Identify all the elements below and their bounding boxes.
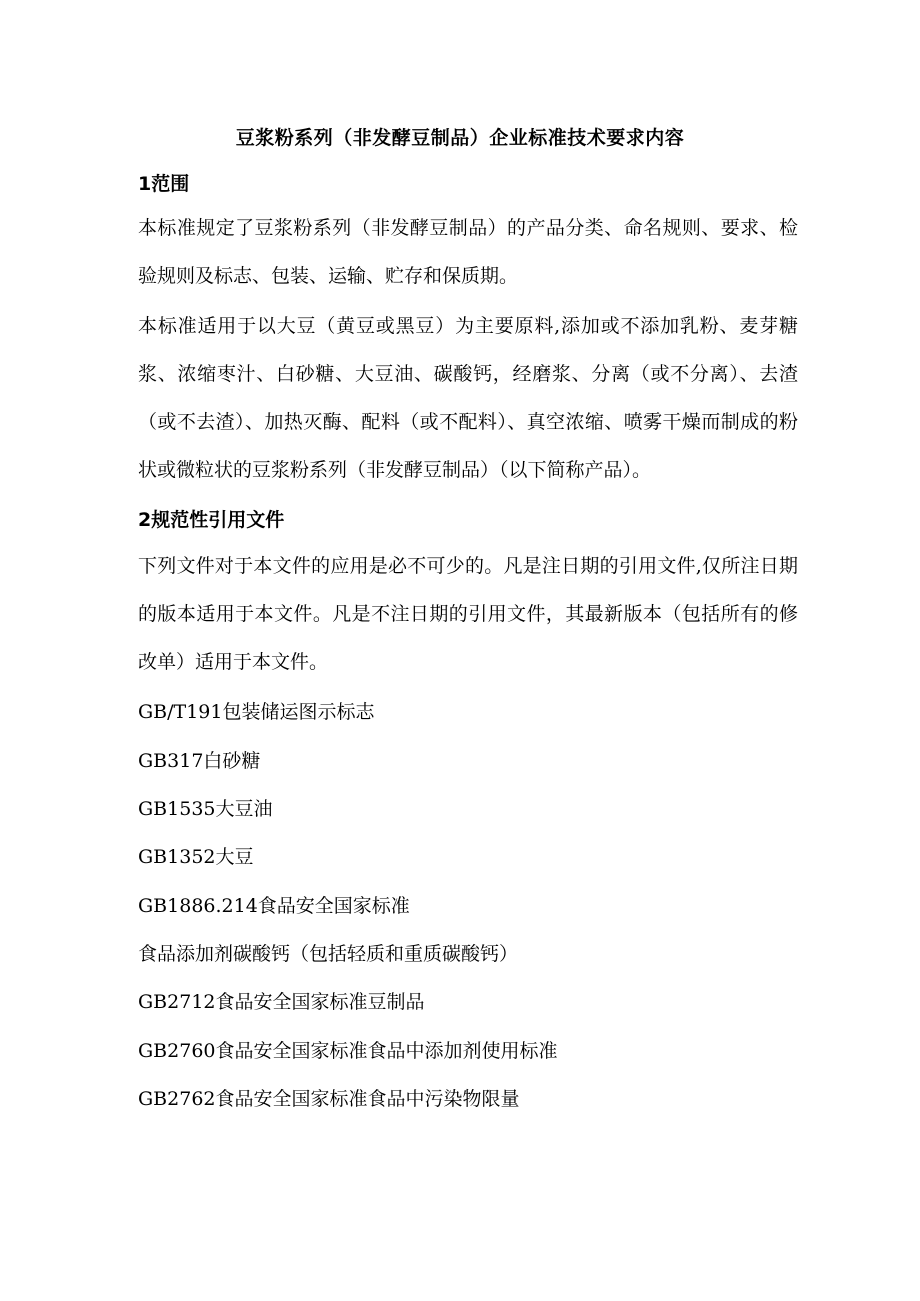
reference-item: GB2760食品安全国家标准食品中添加剂使用标准: [138, 1040, 558, 1062]
reference-item: GB2762食品安全国家标准食品中污染物限量: [138, 1088, 520, 1110]
references-intro-paragraph: 下列文件对于本文件的应用是必不可少的。凡是注日期的引用文件,仅所注日期的版本适用于本文件。凡是不注日期的引用文件，其最新版本（包括所有的修改单）适用于本文件。: [138, 555, 798, 673]
scope-paragraph-2: 本标准适用于以大豆（黄豆或黑豆）为主要原料,添加或不添加乳粉、麦芽糖浆、浓缩枣汁、白砂糖、大豆油、碳酸钙，经磨浆、分离（或不分离）、去渣（或不去渣）、加热灭酶、配料（或不配料）、真空浓缩、喷雾干燥而制成的粉状或微粒状的豆浆粉系列（非发酵豆制品）（以下简称产品）。: [138, 315, 798, 481]
reference-item: GB2712食品安全国家标准豆制品: [138, 991, 425, 1013]
reference-item: GB1352大豆: [138, 846, 254, 868]
scope-paragraph-1: 本标准规定了豆浆粉系列（非发酵豆制品）的产品分类、命名规则、要求、检验规则及标志、包装、运输、贮存和保质期。: [138, 217, 798, 287]
reference-item: GB1535大豆油: [138, 798, 273, 820]
section-heading-scope: 1范围: [138, 173, 190, 195]
reference-item: GB317白砂糖: [138, 750, 261, 772]
section-heading-normative-references: 2规范性引用文件: [138, 509, 285, 531]
reference-item: 食品添加剂碳酸钙（包括轻质和重质碳酸钙）: [138, 943, 519, 965]
reference-item: GB/T191包装储运图示标志: [138, 701, 375, 723]
document-title: 豆浆粉系列（非发酵豆制品）企业标准技术要求内容: [235, 127, 685, 149]
reference-item: GB1886.214食品安全国家标准: [138, 895, 410, 917]
